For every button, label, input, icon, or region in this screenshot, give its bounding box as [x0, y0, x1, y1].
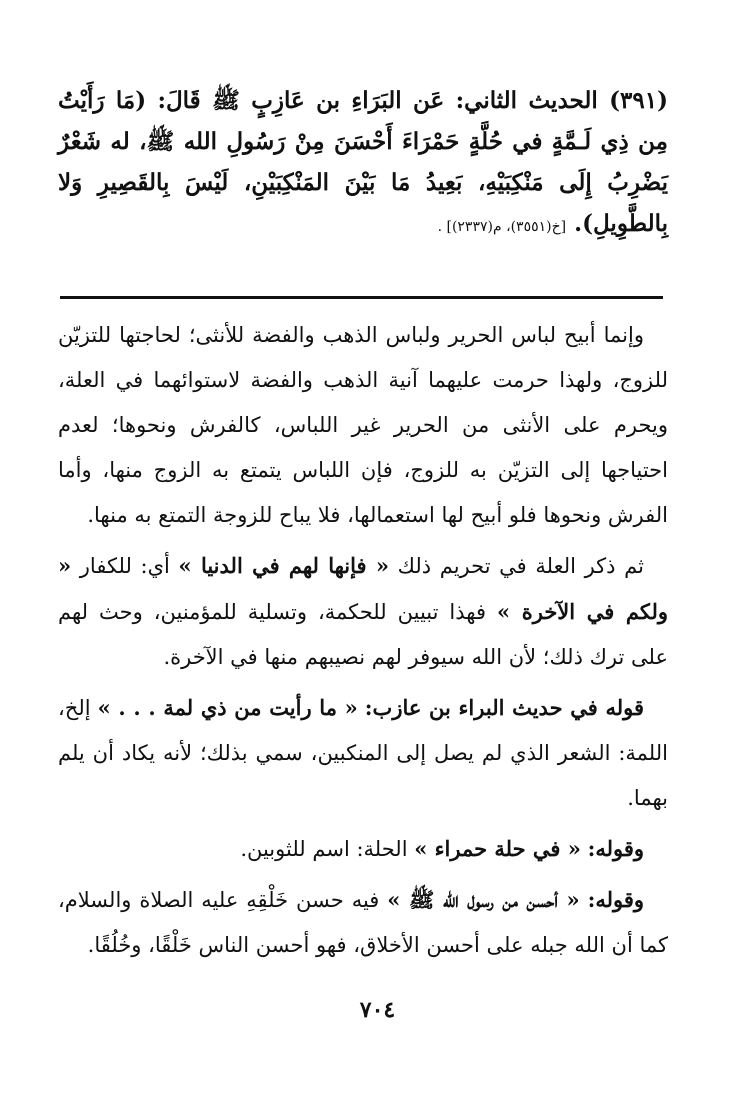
paragraph-lamma	[58, 685, 668, 821]
quoted-lead: وقوله:	[587, 836, 644, 861]
hadith-matn: (٣٩١) الحديث الثاني: عَن البَرَاءِ بن عَازِبٍ ﷺ قَالَ: (مَا رَأَيْتُ مِن ذِي لَـمَّةٍ في حُلَّةٍ حَمْرَاءَ أَحْسَنَ مِنْ رَسُولِ الله ﷺ، له شَعْرٌ يَضْرِبُ إِلَى مَنْكِبَيْهِ، بَعِيدُ مَا بَيْنَ المَنْكِبَيْنِ، لَيْسَ بِالقَصِيرِ وَلا بِالطَّوِيلِ).	[58, 87, 668, 237]
hadith-reference: [خ(٣٥٥١)، م(٢٣٣٧)] .	[437, 219, 567, 235]
paragraph-text: إلخ، اللمة: الشعر الذي لم يصل إلى المنكبين، سمي بذلك؛ لأنه يكاد أن يلم بهما.	[58, 696, 668, 810]
paragraph-text: أي: للكفار	[79, 554, 170, 578]
page-number: ٧٠٤	[359, 997, 396, 1023]
quoted-phrase: « أحسن من رسول الله ﷺ »	[387, 887, 580, 912]
commentary	[58, 313, 668, 968]
quoted-phrase: « فإنها لهم في الدنيا »	[178, 553, 389, 578]
quoted-phrase: « ما رأيت من ذي لمة . . . »	[97, 695, 358, 720]
quoted-lead: قوله في حديث البراء بن عازب:	[364, 695, 644, 720]
footnote-divider	[60, 296, 663, 299]
quoted-phrase: « ولكم في الآخرة »	[58, 553, 668, 624]
paragraph-ahsan	[58, 877, 668, 968]
paragraph-silk-gold: وإنما أبيح لباس الحرير ولباس الذهب والفضة للأنثى؛ لحاجتها للتزيّن للزوج، ولهذا حرمت عليهما آنية الذهب والفضة لاستوائهما في العلة، ويحرم على الأنثى من الحرير غير اللباس، كالفرش ونحوها؛ لعدم احتياجها إلى التزيّن به للزوج، فإن اللباس يتمتع به الزوج منها، وأما الفرش ونحوها فلو أبيح لها استعمالها، فلا يباح للزوجة التمتع به منها.	[58, 323, 668, 527]
quoted-lead: وقوله:	[587, 887, 645, 912]
hadith-block	[58, 80, 668, 248]
paragraph-text: الحلة: اسم للثوبين.	[240, 837, 408, 861]
quoted-phrase: « في حلة حمراء »	[414, 836, 581, 861]
paragraph-hulla	[58, 826, 668, 872]
paragraph-text: فيه حسن خَلْقِهِ عليه الصلاة والسلام، كما أن الله جبله على أحسن الأخلاق، فهو أحسن الناس خَلْقًا، وخُلُقًا.	[58, 888, 668, 957]
paragraph-text: ثم ذكر العلة في تحريم ذلك	[397, 554, 644, 578]
hadith-text	[58, 80, 668, 248]
paragraph-reason	[58, 543, 668, 680]
paragraph-text: فهذا تبيين للحكمة، وتسلية للمؤمنين، وحث لهم على ترك ذلك؛ لأن الله سيوفر لهم نصيبهم منها في الآخرة.	[58, 600, 668, 669]
